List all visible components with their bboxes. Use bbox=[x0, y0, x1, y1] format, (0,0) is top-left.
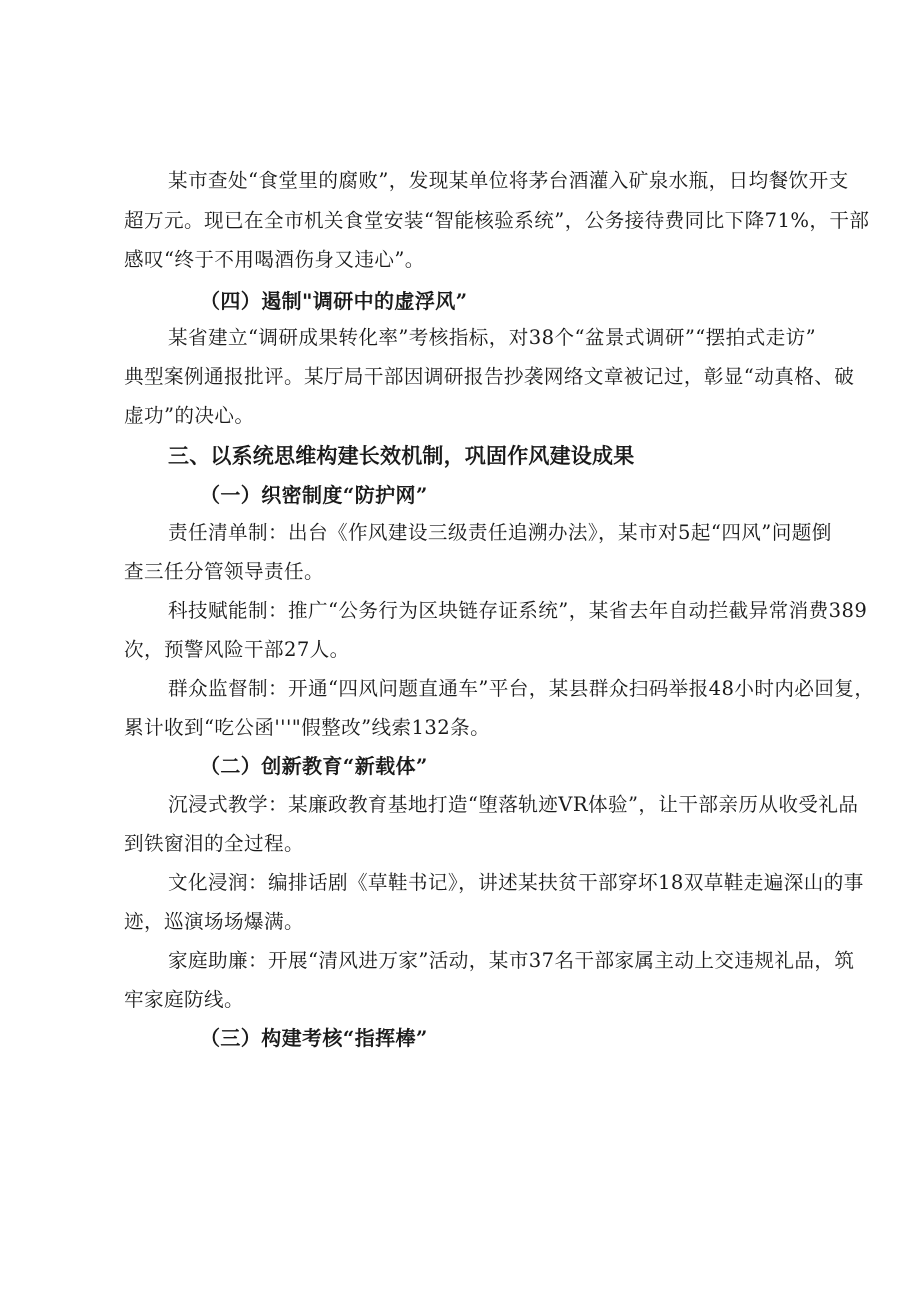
paragraph-line: 家庭助廉：开展“清风进万家”活动，某市37名干部家属主动上交违规礼品，筑 bbox=[168, 949, 855, 972]
paragraph-line: 迹，巡演场场爆满。 bbox=[124, 910, 304, 933]
paragraph-line: 某市查处“食堂里的腐败”，发现某单位将茅台酒灌入矿泉水瓶，日均餐饮开支 bbox=[168, 169, 849, 192]
paragraph-line: 查三任分管领导责任。 bbox=[124, 560, 324, 583]
section-heading: 三、以系统思维构建长效机制，巩固作风建设成果 bbox=[168, 444, 635, 468]
paragraph-line: 感叹“终于不用喝酒伤身又违心”。 bbox=[124, 248, 425, 271]
paragraph-line: 牢家庭防线。 bbox=[124, 988, 244, 1011]
paragraph-line: 责任清单制：出台《作风建设三级责任追溯办法》，某市对5起“四风”问题倒 bbox=[168, 521, 832, 544]
subheading-2: （二）创新教育“新载体” bbox=[200, 754, 428, 778]
subheading-3: （三）构建考核“指挥棒” bbox=[200, 1026, 428, 1050]
paragraph-line: 某省建立“调研成果转化率”考核指标，对38个“盆景式调研”“摆拍式走访” bbox=[168, 326, 817, 349]
subheading-4: （四）遏制"调研中的虚浮风” bbox=[200, 289, 468, 313]
paragraph-line: 次，预警风险干部27人。 bbox=[124, 638, 350, 661]
paragraph-line: 沉浸式教学：某廉政教育基地打造“堕落轨迹VR体验”，让干部亲历从收受礼品 bbox=[168, 793, 859, 816]
paragraph-line: 文化浸润：编排话剧《草鞋书记》，讲述某扶贫干部穿坏18双草鞋走遍深山的事 bbox=[168, 871, 864, 894]
paragraph-line: 虚功”的决心。 bbox=[124, 404, 255, 427]
paragraph-line: 科技赋能制：推广“公务行为区块链存证系统”，某省去年自动拦截异常消费389 bbox=[168, 599, 868, 622]
paragraph-line: 累计收到“吃公函'''"假整改”线索132条。 bbox=[124, 716, 491, 739]
paragraph-line: 典型案例通报批评。某厅局干部因调研报告抄袭网络文章被记过，彰显“动真格、破 bbox=[124, 365, 855, 388]
paragraph-line: 到铁窗泪的全过程。 bbox=[124, 832, 304, 855]
paragraph-line: 超万元。现已在全市机关食堂安装“智能核验系统”，公务接待费同比下降71%，干部 bbox=[124, 209, 870, 232]
paragraph-line: 群众监督制：开通“四风问题直通车”平台，某县群众扫码举报48小时内必回复， bbox=[168, 677, 875, 700]
subheading-1: （一）织密制度“防护网” bbox=[200, 483, 428, 507]
